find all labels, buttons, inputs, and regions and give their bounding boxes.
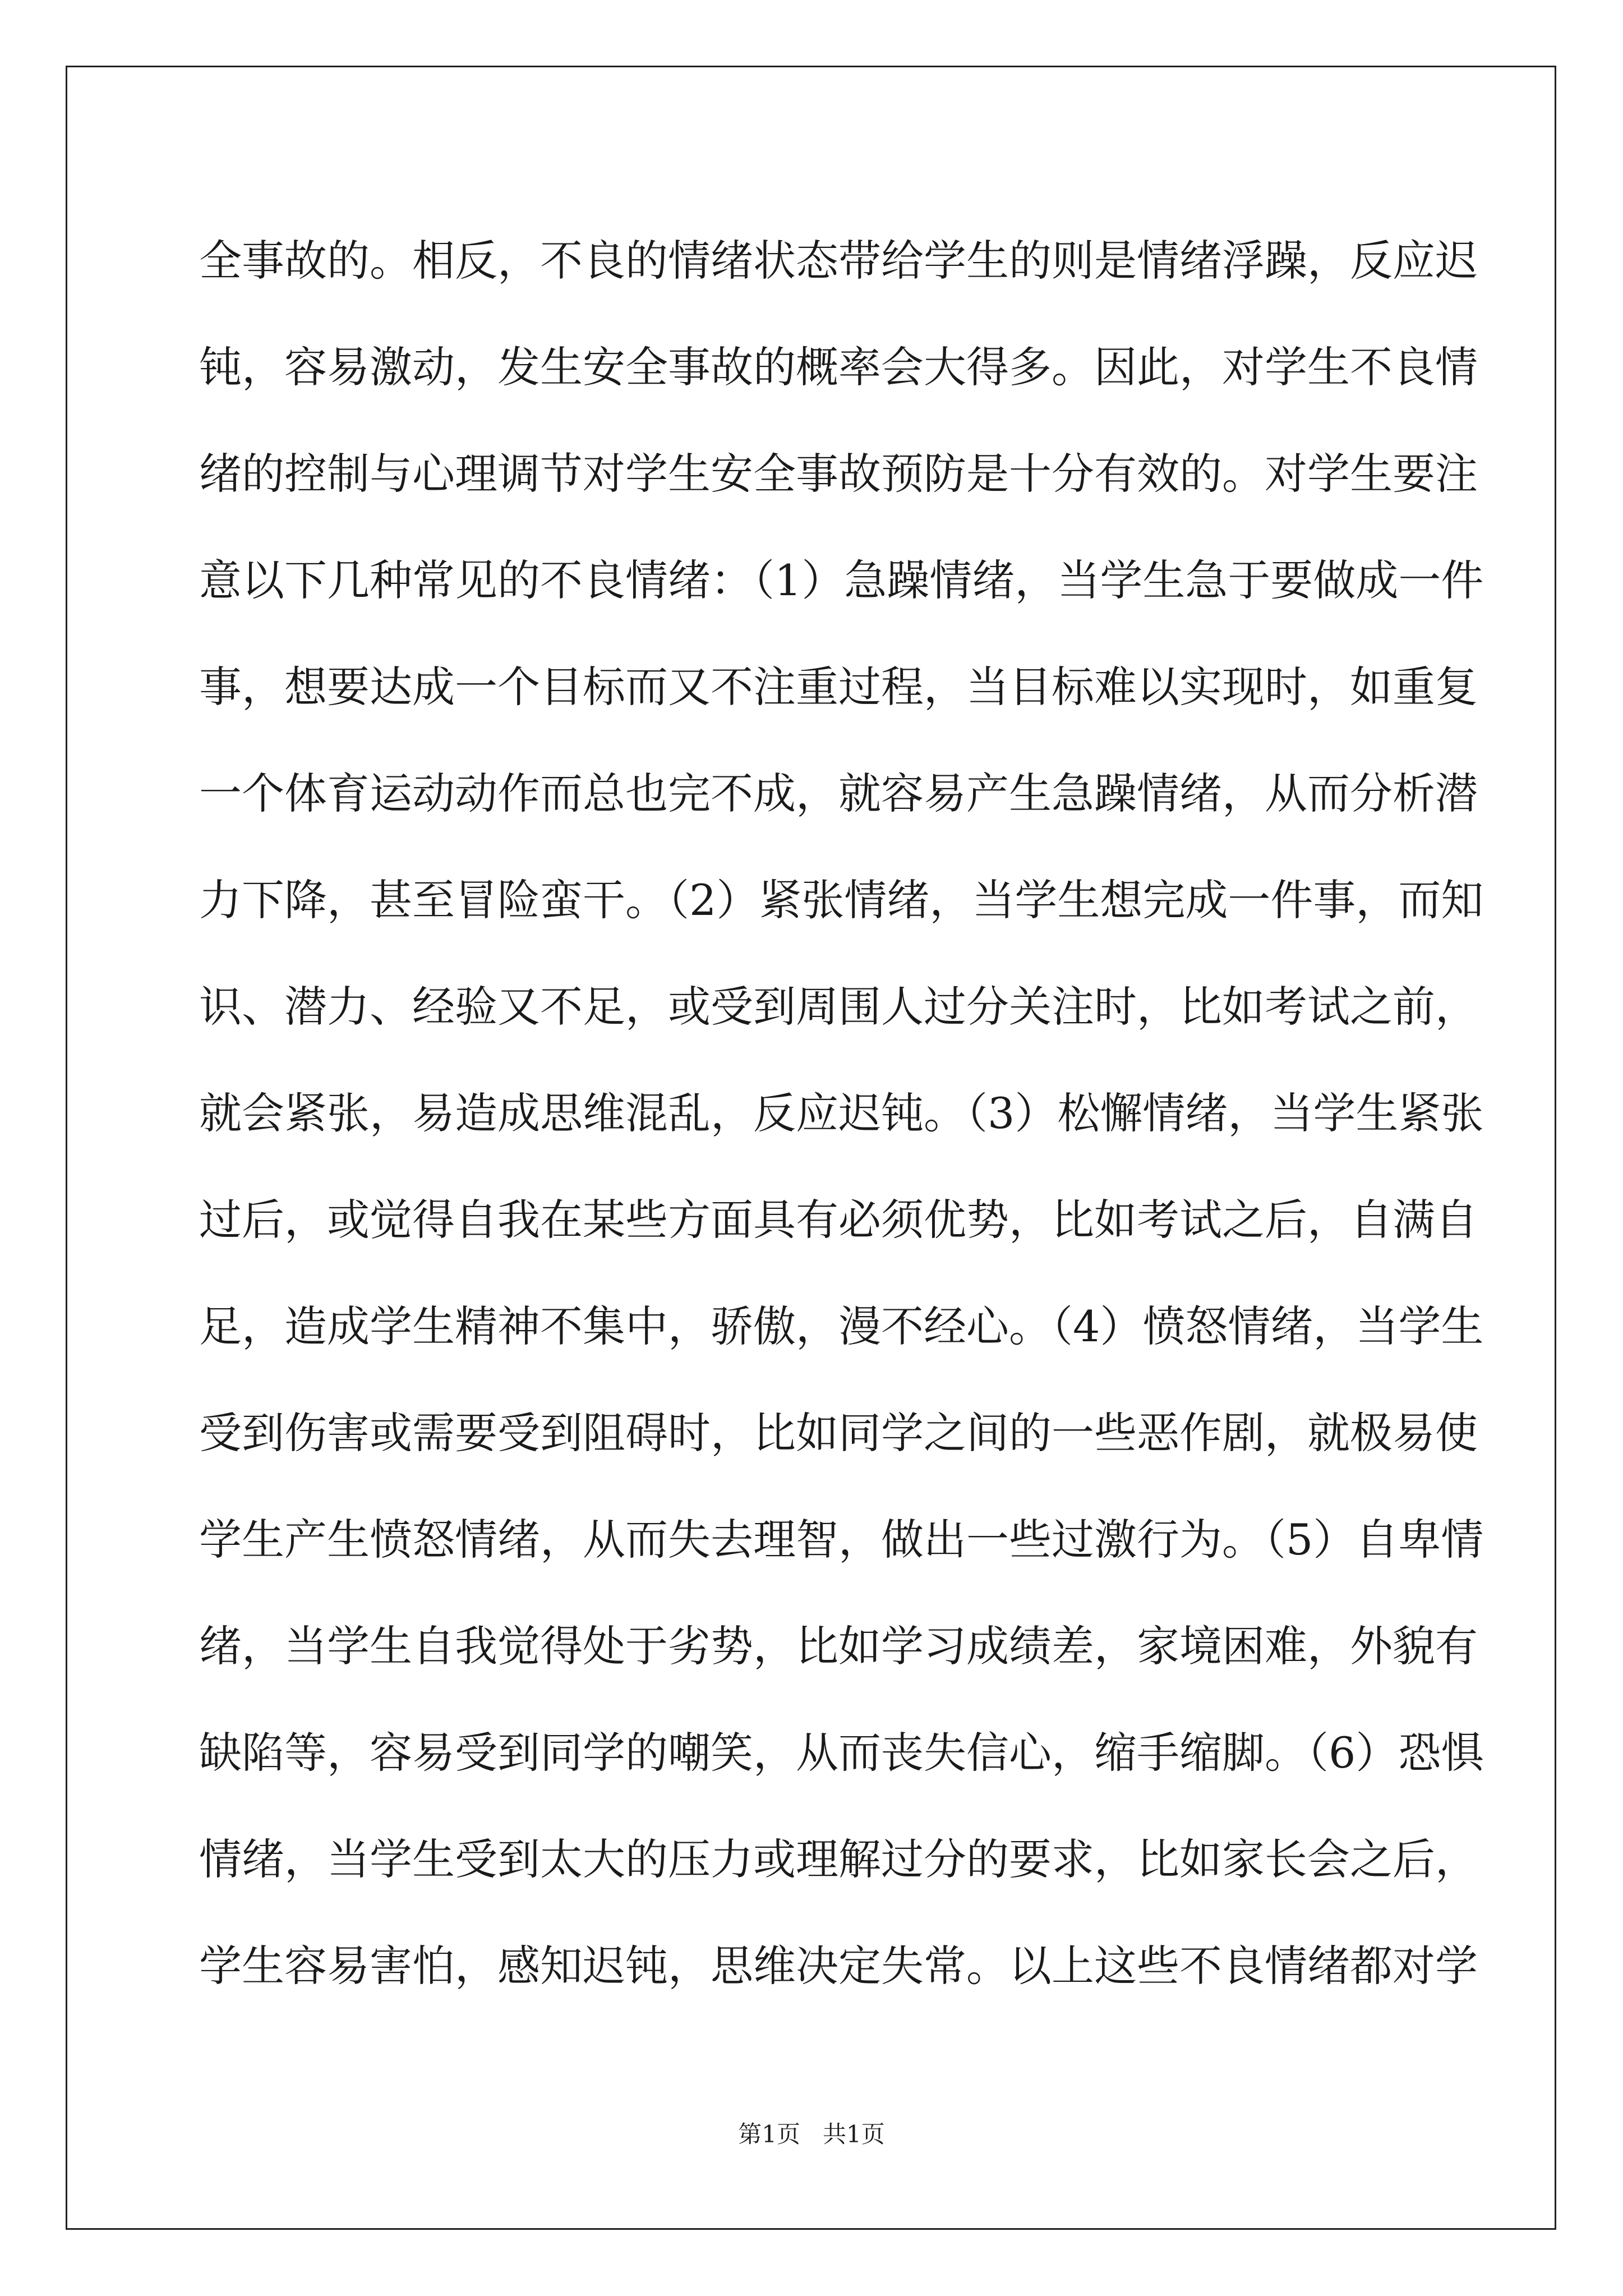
text-line: 全事故的。相反，不良的情绪状态带给学生的则是情绪浮躁，反应迟 [199,236,1478,286]
text-line: 绪，当学生自我觉得处于劣势，比如学习成绩差，家境困难，外貌有 [199,1621,1478,1671]
body-text [199,208,1484,2019]
page-footer: 第1页 共1页 [738,2120,885,2148]
text-line: 缺陷等，容易受到同学的嘲笑，从而丧失信心，缩手缩脚。（6）恐惧 [199,1728,1484,1778]
text-line: 意以下几种常见的不良情绪：（1）急躁情绪，当学生急于要做成一件 [199,555,1484,605]
text-line: 受到伤害或需要受到阻碍时，比如同学之间的一些恶作剧，就极易使 [199,1408,1478,1458]
text-line: 绪的控制与心理调节对学生安全事故预防是十分有效的。对学生要注 [199,449,1478,499]
text-line: 足，造成学生精神不集中，骄傲，漫不经心。（4）愤怒情绪，当学生 [199,1301,1484,1351]
text-line: 过后，或觉得自我在某些方面具有必须优势，比如考试之后，自满自 [199,1195,1478,1245]
text-line: 一个体育运动动作而总也完不成，就容易产生急躁情绪，从而分析潜 [199,769,1478,818]
text-line: 事，想要达成一个目标而又不注重过程，当目标难以实现时，如重复 [199,662,1478,712]
text-line: 识、潜力、经验又不足，或受到周围人过分关注时，比如考试之前， [199,982,1478,1032]
text-line: 情绪，当学生受到太大的压力或理解过分的要求，比如家长会之后， [199,1834,1478,1884]
text-line: 力下降，甚至冒险蛮干。（2）紧张情绪，当学生想完成一件事，而知 [199,875,1484,925]
text-line: 钝，容易激动，发生安全事故的概率会大得多。因此，对学生不良情 [199,342,1478,392]
text-line: 学生容易害怕，感知迟钝，思维决定失常。以上这些不良情绪都对学 [199,1941,1478,1991]
text-line: 就会紧张，易造成思维混乱，反应迟钝。（3）松懈情绪，当学生紧张 [199,1088,1484,1138]
text-line: 学生产生愤怒情绪，从而失去理智，做出一些过激行为。（5）自卑情 [199,1515,1484,1565]
